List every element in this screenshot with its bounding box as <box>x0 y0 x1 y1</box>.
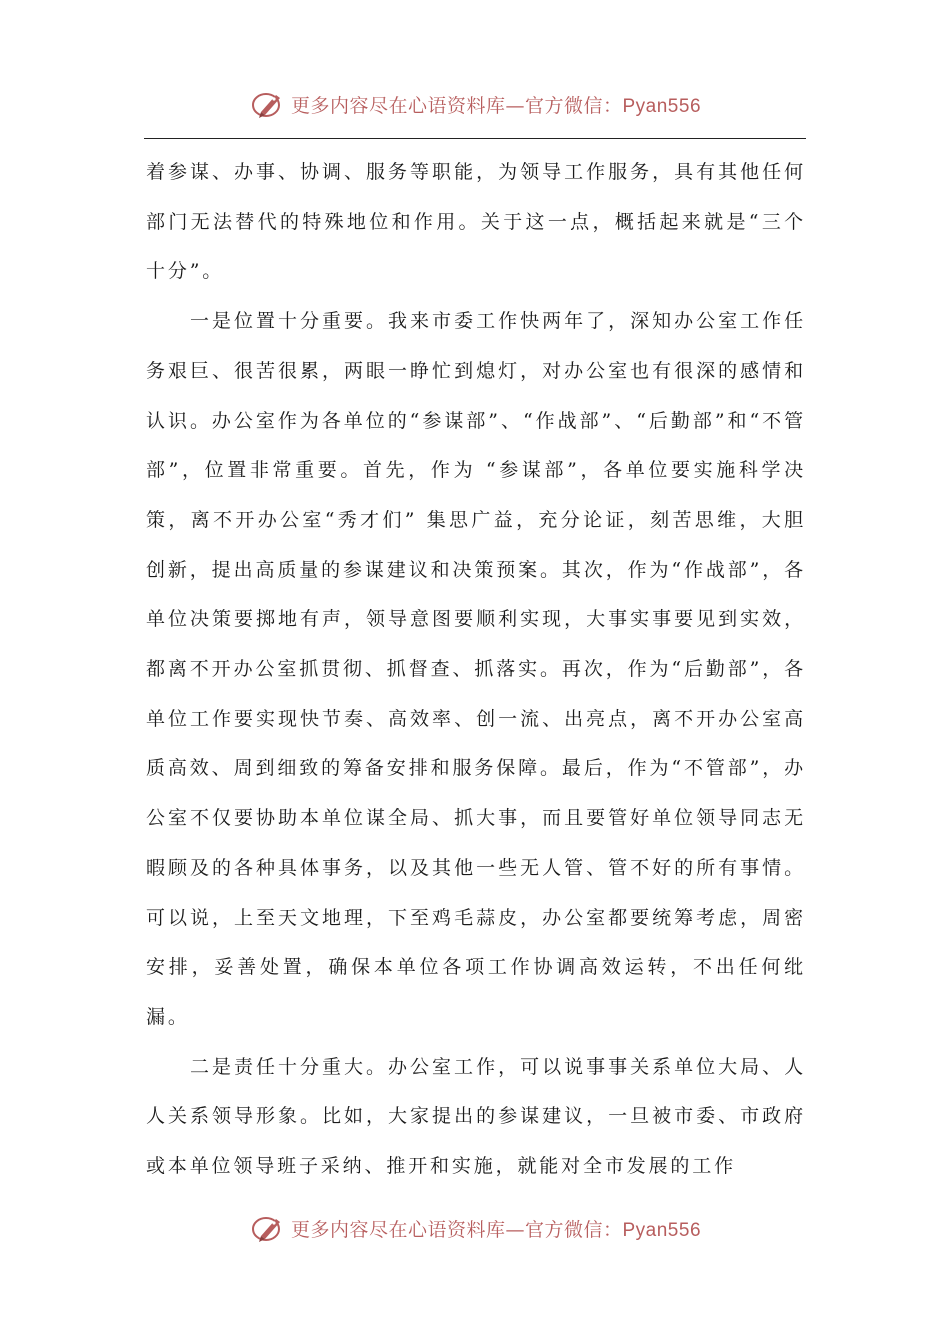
footer-banner-content <box>249 1210 701 1246</box>
footer-banner <box>0 1208 950 1248</box>
header-divider <box>144 138 806 139</box>
paragraph-1: 着参谋、办事、协调、服务等职能，为领导工作服务，具有其他任何部门无法替代的特殊地位和作用。关于这一点，概括起来就是“三个十分”。 <box>146 161 806 283</box>
header-banner-content <box>249 86 701 122</box>
document-body <box>146 148 806 1192</box>
footer-wechat-id: Pyan556 <box>622 1219 702 1241</box>
footer-banner-label: 更多内容尽在心语资料库—官方微信： <box>290 1218 623 1241</box>
header-banner-text <box>291 91 701 118</box>
header-wechat-id: Pyan556 <box>622 95 702 117</box>
header-banner-label: 更多内容尽在心语资料库—官方微信： <box>290 94 623 117</box>
pen-nib-logo-icon <box>249 1210 285 1246</box>
footer-banner-text <box>291 1215 701 1242</box>
pen-nib-logo-icon <box>249 86 285 122</box>
paragraph-3: 二是责任十分重大。办公室工作，可以说事事关系单位大局、人人关系领导形象。比如，大家提出的参谋建议，一旦被市委、市政府或本单位领导班子采纳、推开和实施，就能对全市发展的工作 <box>146 1055 806 1178</box>
header-banner <box>0 84 950 124</box>
paragraph-2: 一是位置十分重要。我来市委工作快两年了，深知办公室工作任务艰巨、很苦很累，两眼一睁忙到熄灯，对办公室也有很深的感情和认识。办公室作为各单位的“参谋部”、“作战部”、“后勤部”和“不管部”，位置非常重要。首先，作为 “参谋部”，各单位要实施科学决策，离不开办公室“秀才们” 集思广益，充分论证，刻苦思维，大胆创新，提出高质量的参谋建议和决策预案。其次，作为“作战部”，各单位决策要掷地有声，领导意图要顺利实现，大事实事要见到实效，都离不开办公室抓贯彻、抓督查、抓落实。再次，作为“后勤部”，各单位工作要实现快节奏、高效率、创一流、出亮点，离不开办公室高质高效、周到细致的筹备安排和服务保障。最后，作为“不管部”，办公室不仅要协助本单位谋全局、抓大事，而且要管好单位领导同志无暇顾及的各种具体事务，以及其他一些无人管、管不好的所有事情。可以说，上至天文地理，下至鸡毛蒜皮，办公室都要统筹考虑，周密安排，妥善处置，确保本单位各项工作协调高效运转，不出任何纰漏。 <box>146 310 806 1028</box>
